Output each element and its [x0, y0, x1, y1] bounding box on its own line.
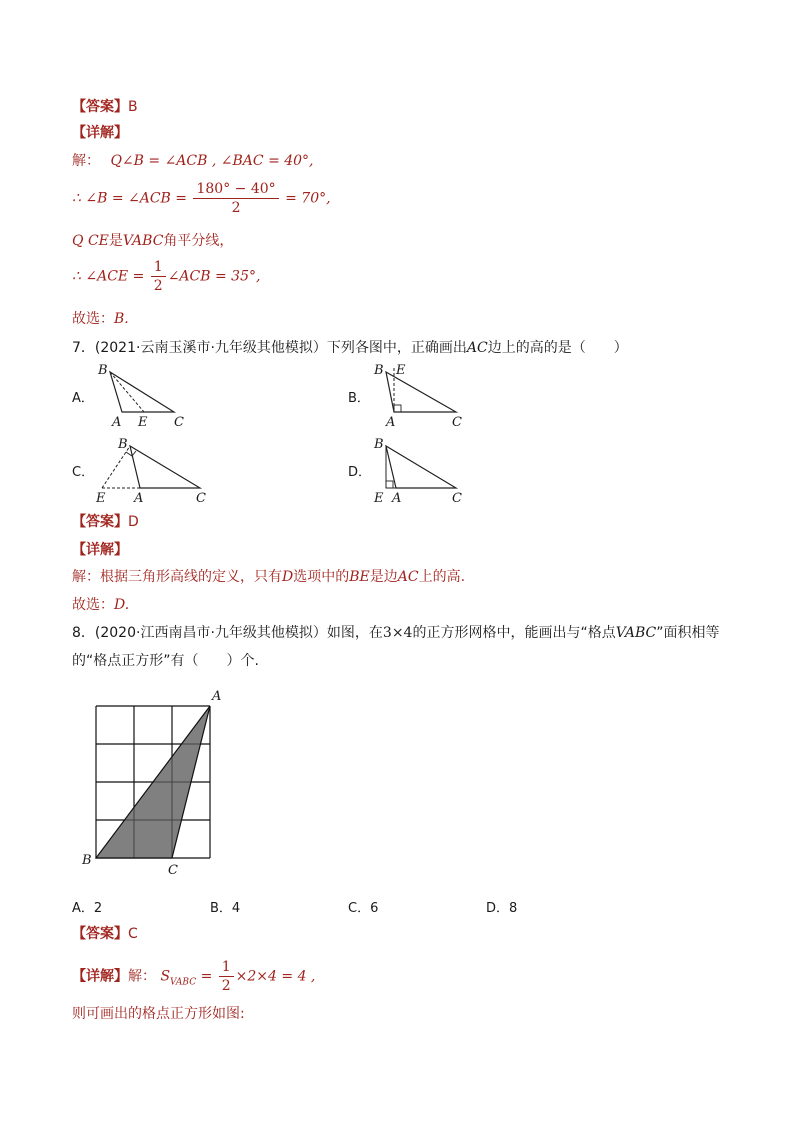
label-a: A: [212, 689, 222, 704]
label-e: E: [96, 491, 106, 506]
detail-math-be: BE: [349, 569, 370, 585]
detail-math-d: D: [282, 569, 294, 585]
because-symbol: Q: [72, 233, 84, 249]
line2-suffix: = 70°,: [285, 190, 331, 207]
q8-answer: [72, 923, 138, 943]
detail-text-end: 上的高.: [418, 569, 466, 585]
triangle-abc-math: VABC: [122, 233, 164, 249]
label-c: C: [452, 415, 462, 430]
triangle-b: [386, 372, 456, 412]
detail-text-mid: 选项中的: [293, 569, 350, 585]
q8-option-a: A．2: [72, 901, 103, 916]
answer-tag: 【答案】: [72, 926, 128, 942]
q7-option-d-label: D．: [348, 465, 372, 480]
stem-math: AC: [466, 340, 488, 356]
stem-text: 8．(2020·江西南昌市·九年级其他模拟）如图，在: [72, 625, 383, 641]
q7-figure-d: [368, 434, 478, 506]
equals: =: [200, 968, 213, 985]
denominator: 2: [153, 278, 163, 294]
label-b: B: [374, 437, 384, 452]
stem-text-end: 边上的高的是（ ）: [487, 340, 628, 356]
q6-line4: [72, 258, 260, 295]
numerator: 1: [151, 258, 166, 277]
label-c: C: [174, 415, 184, 430]
q8-stem-line2: 的“格点正方形”有（ ）个.: [72, 653, 259, 669]
line1-math: Q∠B = ∠ACB , ∠BAC = 40°,: [110, 153, 314, 169]
label-e: E: [396, 363, 406, 378]
label-b: B: [82, 853, 92, 868]
choose-label: 故选：: [72, 597, 114, 613]
denominator: 2: [231, 200, 241, 216]
q8-option-b: B．4: [210, 901, 241, 916]
answer-value: B: [128, 99, 138, 115]
triangle-d: [386, 446, 456, 488]
fraction-half: [151, 258, 166, 295]
q6-line3: [72, 230, 233, 250]
area-subscript: VABC: [170, 977, 197, 988]
label-c: C: [196, 491, 206, 506]
label-a: A: [392, 491, 402, 506]
answer-value: C: [128, 926, 138, 942]
label-b: B: [374, 363, 384, 378]
q8-grid-figure: [78, 684, 228, 878]
label-c: C: [168, 863, 178, 878]
numerator: 1: [219, 958, 234, 977]
detail-text-mid2: 是边: [369, 569, 398, 585]
q7-option-a-label: A．: [72, 391, 94, 406]
fraction: [193, 180, 278, 217]
line2-prefix: ∴ ∠B = ∠ACB =: [72, 190, 188, 207]
q6-answer: [72, 96, 138, 116]
label-e: E: [138, 415, 148, 430]
stem-text: 7．(2021·云南玉溪市·九年级其他模拟）下列各图中，正确画出: [72, 340, 467, 356]
stem-math-grid: 3×4: [382, 625, 413, 641]
line4-suffix: ∠ACB = 35°,: [167, 268, 261, 285]
q6-line2: [72, 180, 331, 217]
answer-tag: 【答案】: [72, 99, 128, 115]
stem-math-triangle: VABC: [615, 625, 657, 641]
label-c: C: [452, 491, 462, 506]
dashed-height-c: [102, 446, 130, 488]
fraction-half: [219, 958, 234, 995]
ce-math: CE: [87, 233, 109, 249]
q7-figure-c: [92, 434, 222, 506]
q7-figure-b: [368, 360, 478, 432]
detail-tag: 【详解】: [72, 968, 128, 985]
detail-math-ac: AC: [397, 569, 419, 585]
q7-stem: [72, 337, 628, 357]
detail-text: 解：: [128, 968, 156, 985]
denominator: 2: [221, 978, 231, 994]
label-e: E: [374, 491, 384, 506]
choose-value: B.: [114, 311, 129, 327]
q7-detail-tag: 【详解】: [72, 542, 128, 558]
q7-option-c-label: C．: [72, 465, 95, 480]
area-symbol: S: [160, 968, 171, 985]
q8-last-line: 则可画出的格点正方形如图:: [72, 1006, 245, 1022]
q8-option-d: D．8: [486, 901, 518, 916]
is-text: 是: [108, 233, 123, 249]
stem-text-end: ”面积相等: [656, 625, 720, 641]
area-result: ×2×4 = 4 ,: [235, 968, 316, 985]
q7-option-b-label: B．: [348, 391, 370, 406]
q8-stem-line1: [72, 622, 720, 642]
stem-text-mid: 的正方形网格中，能画出与“格点: [412, 625, 616, 641]
label-b: B: [118, 437, 128, 452]
answer-tag: 【答案】: [72, 514, 128, 530]
right-angle-b: [394, 405, 401, 412]
bisector-text: 角平分线，: [163, 233, 234, 249]
q6-line1: [72, 150, 314, 170]
label-a: A: [112, 415, 122, 430]
q7-choose: [72, 594, 129, 614]
numerator: 180° − 40°: [193, 180, 278, 199]
label-a: A: [386, 415, 396, 430]
answer-value: D: [128, 514, 139, 530]
choose-label: 故选：: [72, 311, 114, 327]
q6-detail-tag: 【详解】: [72, 125, 128, 141]
q8-option-c: C．6: [348, 901, 379, 916]
choose-value: D.: [114, 597, 130, 613]
triangle-c: [130, 446, 200, 488]
line4-prefix: ∴ ∠ACE =: [72, 268, 145, 285]
label-a: A: [134, 491, 144, 506]
q6-choose: [72, 308, 129, 328]
label-b: B: [98, 363, 108, 378]
right-angle-d: [386, 481, 393, 488]
detail-text: 解：根据三角形高线的定义，只有: [72, 569, 282, 585]
solution-prefix: 解：: [72, 153, 100, 169]
q7-answer: [72, 511, 139, 531]
dashed-line-a: [110, 372, 144, 412]
q7-detail: [72, 566, 465, 586]
q8-detail: [72, 958, 315, 995]
q7-figure-a: [92, 360, 202, 432]
triangle-a: [110, 372, 174, 412]
